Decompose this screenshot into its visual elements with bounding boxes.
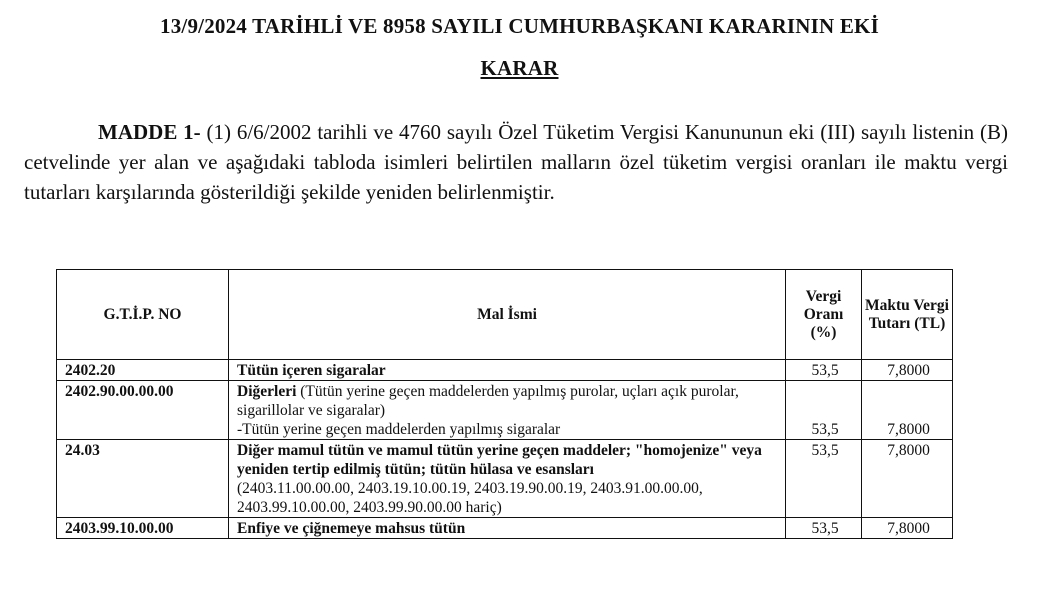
header-vergi-orani: Vergi Oranı (%) [786,270,862,360]
amount-cell: 7,8000 [862,360,953,381]
mal-subitem: -Tütün yerine geçen maddelerden yapılmış sigaralar [237,421,561,438]
amount-cell: 7,8000 [862,518,953,539]
table-row [57,518,953,539]
amount-cell: 7,8000 [862,440,953,518]
rate-cell: 53,5 [786,360,862,381]
mal-name: Diğer mamul tütün ve mamul tütün yerine geçen maddeler; "homojenize" veya yeniden tertip edilmiş tütün; tütün hülasa ve esansları [237,442,762,478]
mal-cell [229,440,786,518]
mal-cell [229,518,786,539]
gtip-cell: 2402.90.00.00.00 [57,381,229,440]
document-subtitle: KARAR [480,56,559,80]
table-row [57,360,953,381]
table-header-row [57,270,953,360]
rate-cell: 53,5 [786,518,862,539]
mal-cell [229,360,786,381]
tax-table [56,269,953,539]
mal-name: Tütün içeren sigaralar [237,362,386,379]
gtip-cell: 2403.99.10.00.00 [57,518,229,539]
document-title: 13/9/2024 TARİHLİ VE 8958 SAYILI CUMHURBAŞKANI KARARININ EKİ [160,14,879,38]
gtip-cell: 24.03 [57,440,229,518]
table-row [57,381,953,440]
amount-cell: 7,8000 [862,381,953,440]
article-label: MADDE 1- [98,120,201,144]
gtip-cell: 2402.20 [57,360,229,381]
table-row [57,440,953,518]
mal-cell [229,381,786,440]
rate-cell: 53,5 [786,381,862,440]
mal-exceptions: (2403.11.00.00.00, 2403.19.10.00.19, 2403.19.90.00.19, 2403.91.00.00.00, 2403.99.10.00.00, 2403.99.90.00.00 hariç) [237,480,703,516]
mal-name: Enfiye ve çiğnemeye mahsus tütün [237,520,466,537]
header-mal-ismi: Mal İsmi [229,270,786,360]
mal-description: (Tütün yerine geçen maddelerden yapılmış purolar, uçları açık purolar, sigarillolar ve sigaralar) [237,383,739,419]
mal-name: Diğerleri [237,383,297,400]
article-text: (1) 6/6/2002 tarihli ve 4760 sayılı Özel Tüketim Vergisi Kanununun eki (III) sayılı listenin (B) cetvelinde yer alan ve aşağıdaki tabloda isimleri belirtilen malların özel tüketim vergisi oranları ile maktu vergi tutarları karşılarında gösterildiği şekilde yeniden belirlenmiştir. [24,120,1008,204]
article-paragraph [24,117,1008,207]
rate-cell: 53,5 [786,440,862,518]
header-gtip: G.T.İ.P. NO [57,270,229,360]
header-maktu-vergi: Maktu Vergi Tutarı (TL) [862,270,953,360]
